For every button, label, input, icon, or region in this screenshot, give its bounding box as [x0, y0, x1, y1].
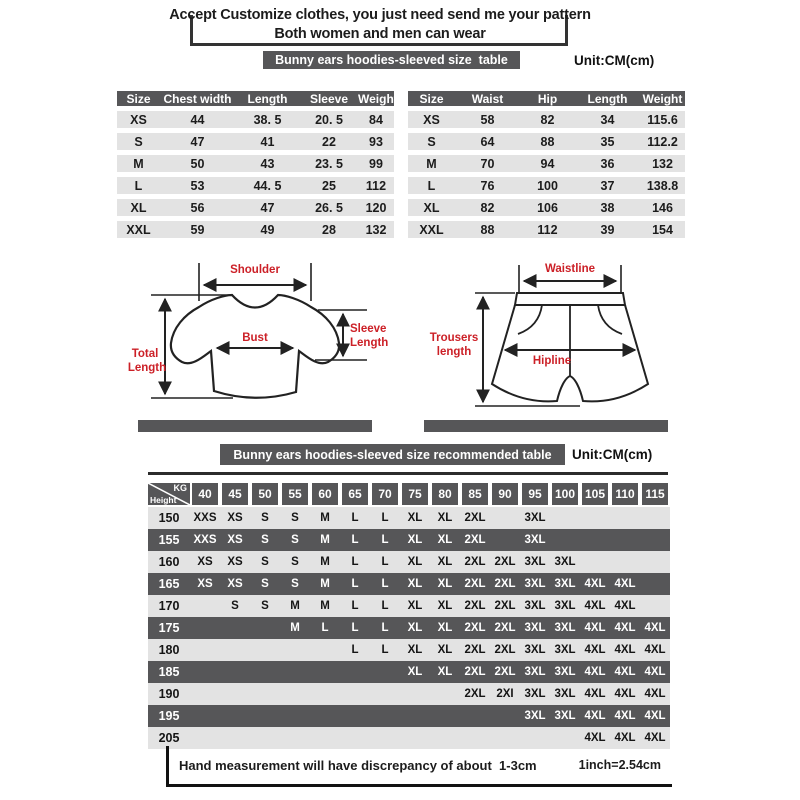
table-row: [117, 133, 394, 150]
recommend-size-cell: M: [290, 600, 300, 612]
table-cell: 22: [300, 133, 358, 150]
table-cell: 76: [455, 177, 520, 194]
height-row-label: 205: [158, 731, 180, 745]
table-cell: 39: [575, 221, 640, 238]
weight-column-header: 85: [460, 483, 490, 505]
table-cell: 112.2: [640, 133, 685, 150]
recommend-size-cell: L: [381, 644, 389, 656]
recommend-size-cell: XXS: [193, 512, 217, 524]
table-cell: 84: [358, 111, 394, 128]
recommend-size-cell: 4XL: [584, 688, 606, 700]
recommend-size-cell: 4XL: [584, 622, 606, 634]
table-cell: 35: [575, 133, 640, 150]
recommend-size-cell: 2XL: [464, 600, 486, 612]
recommend-row: [148, 595, 670, 617]
recommend-size-cell: 4XL: [614, 710, 636, 722]
table-cell: XXL: [117, 221, 160, 238]
table-cell: 38. 5: [235, 111, 300, 128]
table-cell: 99: [358, 155, 394, 172]
weight-column-header: 75: [400, 483, 430, 505]
recommend-size-cell: XL: [437, 622, 453, 634]
recommend-size-cell: 4XL: [644, 688, 666, 700]
recommend-size-cell: XL: [407, 534, 423, 546]
height-row-label: 155: [158, 533, 180, 547]
height-row-label: 150: [158, 511, 180, 525]
hoodie-table-banner: Bunny ears hoodies-sleeved size table: [263, 51, 520, 69]
recommend-size-cell: L: [351, 556, 359, 568]
weight-column-header: 110: [610, 483, 640, 505]
recommend-size-cell: L: [351, 622, 359, 634]
recommend-size-cell: 4XL: [584, 732, 606, 744]
table-cell: 138.8: [640, 177, 685, 194]
recommend-size-cell: 3XL: [554, 578, 576, 590]
recommend-size-cell: 3XL: [524, 534, 546, 546]
recommend-size-cell: L: [381, 534, 389, 546]
weight-column-header: 45: [220, 483, 250, 505]
recommend-size-cell: L: [321, 622, 329, 634]
recommend-size-cell: XL: [407, 600, 423, 612]
table-cell: XL: [408, 199, 455, 216]
pocket-right: [598, 305, 622, 334]
table-row: [408, 155, 685, 172]
recommend-size-cell: 3XL: [554, 600, 576, 612]
corner-height-label: Height: [150, 495, 177, 505]
recommend-size-cell: 4XL: [614, 666, 636, 678]
recommend-size-cell: M: [320, 578, 330, 590]
recommend-size-cell: L: [381, 578, 389, 590]
recommend-size-cell: 4XL: [584, 578, 606, 590]
table-cell: 100: [520, 177, 575, 194]
recommend-size-cell: XL: [407, 666, 423, 678]
recommend-size-cell: XL: [437, 644, 453, 656]
recommend-size-cell: 2XL: [494, 644, 516, 656]
recommend-row: [148, 661, 670, 683]
table-cell: 25: [300, 177, 358, 194]
recommend-size-cell: S: [261, 600, 269, 612]
sleeve-length-label-1: Sleeve: [350, 323, 387, 335]
recommend-size-cell: L: [381, 622, 389, 634]
recommend-size-cell: XL: [437, 666, 453, 678]
recommend-size-cell: 2XL: [464, 688, 486, 700]
hipline-label: Hipline: [532, 355, 572, 367]
trousers-length-label-1: Trousers: [429, 332, 479, 344]
recommend-size-cell: 2XL: [464, 534, 486, 546]
height-row-label: 190: [158, 687, 180, 701]
header-line1: Accept Customize clothes, you just need send me your pattern: [169, 7, 591, 23]
table-cell: 23. 5: [300, 155, 358, 172]
recommend-size-cell: 4XL: [614, 644, 636, 656]
total-length-label-1: Total: [131, 348, 159, 360]
recommend-size-cell: 4XL: [614, 600, 636, 612]
table-cell: 82: [520, 111, 575, 128]
recommend-size-cell: 3XL: [554, 666, 576, 678]
table-cell: XXL: [408, 221, 455, 238]
tshirt-outline: [171, 295, 339, 398]
recommend-size-cell: 2XL: [464, 644, 486, 656]
recommend-size-cell: 3XL: [524, 710, 546, 722]
pants-size-table: [408, 86, 685, 243]
table-row: [117, 111, 394, 128]
table-cell: 20. 5: [300, 111, 358, 128]
height-row-label: 160: [158, 555, 180, 569]
recommend-size-cell: 3XL: [554, 556, 576, 568]
recommend-row: [148, 683, 670, 705]
table-row: [117, 199, 394, 216]
weight-column-header: 90: [490, 483, 520, 505]
table-cell: 49: [235, 221, 300, 238]
table-cell: 112: [358, 177, 394, 194]
table-row: [117, 221, 394, 238]
table-cell: 44. 5: [235, 177, 300, 194]
recommend-size-cell: L: [381, 556, 389, 568]
table-cell: L: [117, 177, 160, 194]
recommend-size-cell: XS: [227, 556, 243, 568]
column-header: Waist: [455, 91, 520, 106]
weight-column-header: 95: [520, 483, 550, 505]
recommend-size-cell: S: [261, 578, 269, 590]
header-note: [120, 6, 640, 44]
table-cell: 112: [520, 221, 575, 238]
recommend-size-cell: 3XL: [524, 600, 546, 612]
shoulder-label: Shoulder: [230, 264, 280, 276]
weight-column-header: 40: [190, 483, 220, 505]
recommend-size-cell: 4XL: [584, 644, 606, 656]
table-cell: 70: [455, 155, 520, 172]
recommend-size-cell: S: [261, 534, 269, 546]
table-cell: 44: [160, 111, 235, 128]
recommend-size-cell: 4XL: [584, 666, 606, 678]
recommended-table-header-row: [148, 483, 670, 505]
recommend-row: [148, 507, 670, 529]
recommend-size-cell: M: [290, 622, 300, 634]
recommend-size-cell: 2XL: [494, 578, 516, 590]
recommend-size-cell: 4XL: [614, 622, 636, 634]
table-cell: XS: [117, 111, 160, 128]
recommend-size-cell: 2XL: [494, 600, 516, 612]
height-row-label: 180: [158, 643, 180, 657]
divider-bar-left: [138, 420, 372, 432]
header-line2: Both women and men can wear: [274, 26, 486, 42]
recommend-size-cell: S: [291, 556, 299, 568]
recommend-size-cell: XL: [407, 512, 423, 524]
recommend-size-cell: 3XL: [524, 512, 546, 524]
table-row: [408, 221, 685, 238]
table-cell: 58: [455, 111, 520, 128]
recommend-size-cell: 3XL: [524, 688, 546, 700]
table-cell: XS: [408, 111, 455, 128]
recommend-size-cell: 4XL: [584, 600, 606, 612]
table-row: [117, 155, 394, 172]
recommend-size-cell: XL: [437, 534, 453, 546]
recommend-size-cell: XL: [437, 578, 453, 590]
weight-column-header: 100: [550, 483, 580, 505]
recommend-size-cell: XL: [437, 556, 453, 568]
measurement-note: Hand measurement will have discrepancy of about 1-3cm: [179, 757, 537, 773]
shorts-measurement-diagram: [420, 255, 700, 415]
recommend-size-cell: XL: [407, 644, 423, 656]
recommend-size-cell: S: [291, 578, 299, 590]
table-row: [117, 177, 394, 194]
table-cell: 120: [358, 199, 394, 216]
recommend-row: [148, 551, 670, 573]
recommend-size-cell: 2XL: [464, 512, 486, 524]
weight-column-header: 105: [580, 483, 610, 505]
recommend-size-cell: 3XL: [524, 556, 546, 568]
recommend-size-cell: XS: [197, 556, 213, 568]
recommend-size-cell: L: [351, 600, 359, 612]
column-header: Length: [235, 91, 300, 106]
recommended-size-table: [148, 483, 670, 749]
recommend-size-cell: 4XL: [644, 732, 666, 744]
recommend-size-cell: XS: [227, 512, 243, 524]
table-cell: 146: [640, 199, 685, 216]
recommend-size-cell: XL: [437, 512, 453, 524]
recommend-size-cell: 3XL: [554, 688, 576, 700]
table-row: [408, 111, 685, 128]
shorts-waistband: [515, 293, 625, 305]
recommend-size-cell: 2XL: [464, 666, 486, 678]
column-header: Length: [575, 91, 640, 106]
weight-column-header: 80: [430, 483, 460, 505]
shirt-measurement-diagram: [115, 255, 400, 415]
recommend-size-cell: 2XL: [494, 666, 516, 678]
recommend-size-cell: 4XL: [614, 688, 636, 700]
recommend-size-cell: 4XL: [644, 644, 666, 656]
trousers-length-label-2: length: [436, 346, 472, 358]
table-cell: 59: [160, 221, 235, 238]
hoodie-size-table: [117, 86, 398, 243]
table-cell: 106: [520, 199, 575, 216]
table-cell: 37: [575, 177, 640, 194]
recommend-size-cell: 3XL: [554, 644, 576, 656]
recommend-size-cell: 3XL: [554, 710, 576, 722]
table-cell: 38: [575, 199, 640, 216]
recommend-size-cell: M: [320, 512, 330, 524]
table-cell: 82: [455, 199, 520, 216]
recommend-size-cell: 2XL: [494, 622, 516, 634]
unit-label-2: Unit:CM(cm): [572, 447, 653, 462]
height-row-label: 195: [158, 709, 180, 723]
table-cell: 64: [455, 133, 520, 150]
recommend-size-cell: L: [351, 578, 359, 590]
recommend-row: [148, 617, 670, 639]
table-cell: 43: [235, 155, 300, 172]
recommend-size-cell: 4XL: [614, 578, 636, 590]
recommend-size-cell: S: [261, 556, 269, 568]
table-cell: 41: [235, 133, 300, 150]
recommend-size-cell: 2XL: [464, 622, 486, 634]
footer-note-box: [166, 746, 672, 787]
recommend-size-cell: M: [320, 534, 330, 546]
recommend-size-cell: M: [320, 600, 330, 612]
total-length-label-2: Length: [127, 362, 167, 374]
table-cell: 132: [640, 155, 685, 172]
recommend-row: [148, 573, 670, 595]
table-row: [408, 133, 685, 150]
weight-column-header: 55: [280, 483, 310, 505]
recommend-size-cell: 2XL: [464, 556, 486, 568]
recommend-size-cell: XL: [437, 600, 453, 612]
table-cell: 47: [235, 199, 300, 216]
table-cell: S: [408, 133, 455, 150]
horizontal-rule: [148, 472, 668, 475]
recommend-size-cell: 3XL: [524, 644, 546, 656]
table-cell: 50: [160, 155, 235, 172]
recommend-size-cell: L: [351, 512, 359, 524]
sleeve-length-label-2: Length: [350, 337, 389, 349]
column-header: Weight: [640, 91, 685, 106]
recommend-size-cell: XS: [227, 578, 243, 590]
recommend-size-cell: 4XL: [614, 732, 636, 744]
recommend-size-cell: 3XL: [524, 666, 546, 678]
recommend-size-cell: S: [261, 512, 269, 524]
pocket-left: [518, 305, 542, 334]
table-cell: XL: [117, 199, 160, 216]
height-row-label: 170: [158, 599, 180, 613]
column-header: Size: [408, 91, 455, 106]
recommend-size-cell: 3XL: [524, 622, 546, 634]
table-cell: M: [117, 155, 160, 172]
recommend-size-cell: S: [231, 600, 239, 612]
waistline-label: Waistline: [544, 263, 596, 275]
recommend-size-cell: XXS: [193, 534, 217, 546]
table-cell: L: [408, 177, 455, 194]
recommend-size-cell: XL: [407, 622, 423, 634]
bust-label: Bust: [242, 332, 268, 344]
table-cell: M: [408, 155, 455, 172]
weight-column-header: 70: [370, 483, 400, 505]
column-header: Sleeve: [300, 91, 358, 106]
recommend-size-cell: 2XL: [464, 578, 486, 590]
column-header: Weight: [358, 91, 398, 106]
column-header: Chest width: [160, 91, 235, 106]
recommend-row: [148, 529, 670, 551]
table-cell: 154: [640, 221, 685, 238]
column-header: Hip: [520, 91, 575, 106]
weight-column-header: 60: [310, 483, 340, 505]
weight-column-header: 115: [640, 483, 670, 505]
recommend-size-cell: L: [381, 512, 389, 524]
recommend-size-cell: XS: [227, 534, 243, 546]
table-cell: 132: [358, 221, 394, 238]
recommend-size-cell: 4XL: [644, 710, 666, 722]
recommend-size-cell: 4XL: [644, 622, 666, 634]
table-cell: 115.6: [640, 111, 685, 128]
recommend-size-cell: S: [291, 512, 299, 524]
unit-label-1: Unit:CM(cm): [574, 53, 655, 68]
recommend-size-cell: XL: [407, 556, 423, 568]
table-cell: 88: [520, 133, 575, 150]
recommend-size-cell: 2XL: [494, 556, 516, 568]
table-row: [408, 199, 685, 216]
recommend-size-cell: 4XL: [644, 666, 666, 678]
recommend-size-cell: L: [351, 534, 359, 546]
inch-conversion-note: 1inch=2.54cm: [578, 758, 661, 772]
table-row: [408, 177, 685, 194]
table-cell: 34: [575, 111, 640, 128]
recommended-table-banner: Bunny ears hoodies-sleeved size recommended table: [220, 444, 565, 465]
recommend-size-cell: 3XL: [554, 622, 576, 634]
corner-kg-label: KG: [173, 483, 187, 493]
table-cell: 28: [300, 221, 358, 238]
table-cell: S: [117, 133, 160, 150]
table-cell: 47: [160, 133, 235, 150]
table-cell: 56: [160, 199, 235, 216]
height-row-label: 185: [158, 665, 180, 679]
weight-column-header: 50: [250, 483, 280, 505]
recommend-size-cell: 2XI: [496, 688, 514, 700]
column-header: Size: [117, 91, 160, 106]
recommend-size-cell: M: [320, 556, 330, 568]
recommend-size-cell: XS: [197, 578, 213, 590]
recommend-size-cell: 4XL: [584, 710, 606, 722]
weight-column-header: 65: [340, 483, 370, 505]
recommend-size-cell: L: [351, 644, 359, 656]
recommend-size-cell: L: [381, 600, 389, 612]
corner-cell: [148, 483, 190, 505]
recommend-size-cell: S: [291, 534, 299, 546]
table-cell: 94: [520, 155, 575, 172]
recommend-size-cell: XL: [407, 578, 423, 590]
table-cell: 36: [575, 155, 640, 172]
recommend-row: [148, 705, 670, 727]
recommend-size-cell: 3XL: [524, 578, 546, 590]
recommend-row: [148, 639, 670, 661]
table-cell: 93: [358, 133, 394, 150]
table-cell: 26. 5: [300, 199, 358, 216]
height-row-label: 175: [158, 621, 180, 635]
divider-bar-right: [424, 420, 668, 432]
table-cell: 88: [455, 221, 520, 238]
table-cell: 53: [160, 177, 235, 194]
height-row-label: 165: [158, 577, 180, 591]
